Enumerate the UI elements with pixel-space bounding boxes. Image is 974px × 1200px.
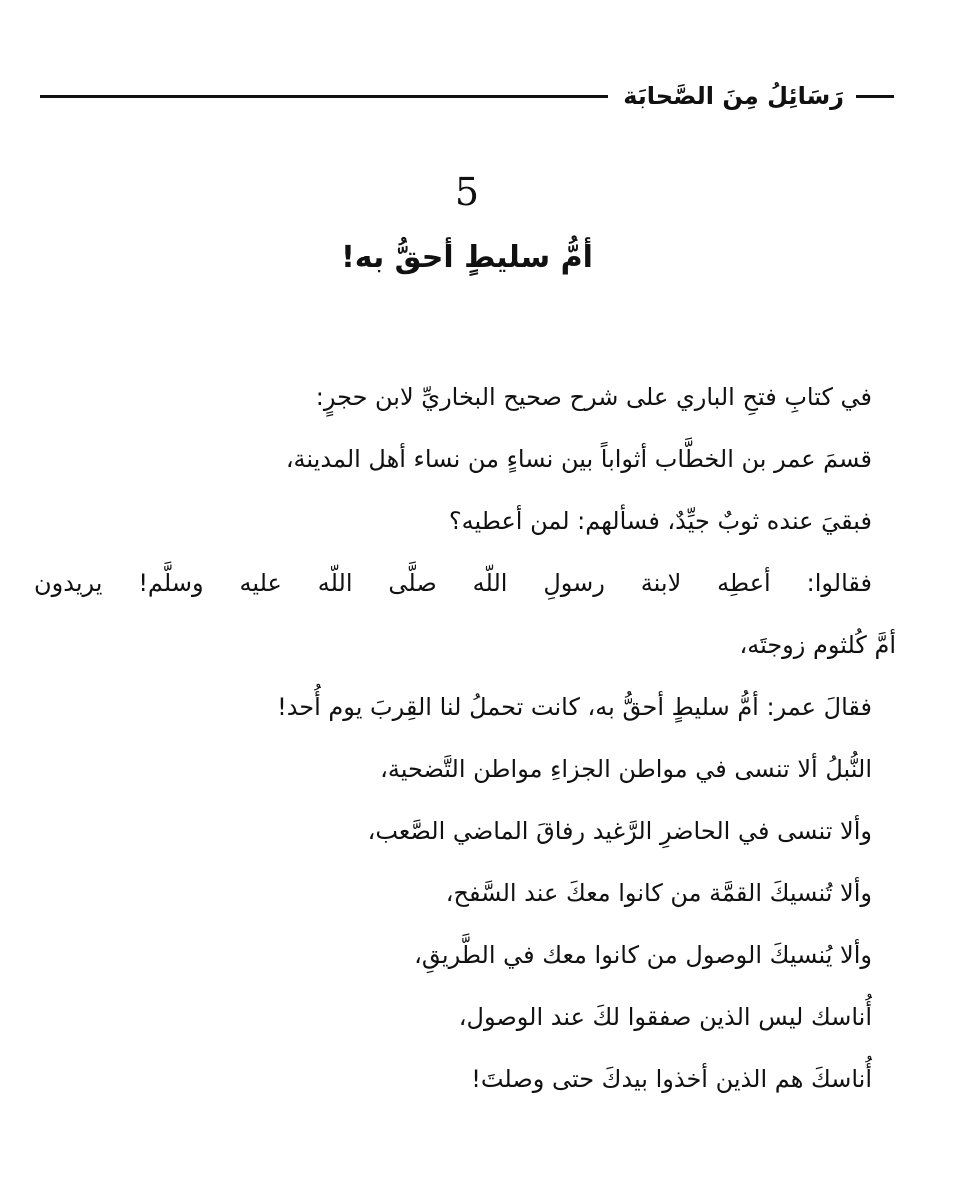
body-text <box>34 366 896 1110</box>
text-line-8: وألا تنسى في الحاضرِ الرَّغيد رفاقَ الماضي الصَّعب، <box>367 817 872 845</box>
text-line-7: النُّبلُ ألا تنسى في مواطن الجزاءِ مواطن التَّضحية، <box>380 755 872 783</box>
chapter-title: أمُّ سليطٍ أحقُّ به! <box>341 240 593 275</box>
text-line-10: وألا يُنسيكَ الوصول من كانوا معك في الطَّريقِ، <box>414 941 872 969</box>
running-header <box>40 76 894 116</box>
book-title: رَسَائِلُ مِنَ الصَّحابَة <box>623 82 844 110</box>
text-line-1: في كتابِ فتحِ الباري على شرح صحيح البخاريِّ لابن حجرٍ: <box>315 383 872 411</box>
text-line-2: قسمَ عمر بن الخطَّاب أثواباً بين نساءٍ من نساء أهل المدينة، <box>285 445 872 473</box>
header-rule-right <box>856 95 894 98</box>
text-line-5: أمَّ كُلثوم زوجتَه، <box>739 631 896 659</box>
text-line-4: فقالوا: أعطِه لابنة رسولِ اللّه صلَّى اللّه عليه وسلَّم! يريدون <box>34 569 872 597</box>
text-line-3: فبقيَ عنده ثوبٌ جيِّدٌ، فسألهم: لمن أعطيه؟ <box>448 507 872 535</box>
chapter-number: 5 <box>454 170 480 214</box>
text-line-6: فقالَ عمر: أمُّ سليطٍ أحقُّ به، كانت تحملُ لنا القِربَ يوم أُحد! <box>277 693 872 721</box>
header-rule-left <box>40 95 608 98</box>
text-line-12: أُناسكَ هم الذين أخذوا بيدكَ حتى وصلتَ! <box>471 1065 872 1093</box>
text-line-11: أُناسك ليس الذين صفقوا لكَ عند الوصول، <box>458 1003 872 1031</box>
text-line-9: وألا تُنسيكَ القمَّة من كانوا معكَ عند السَّفح، <box>445 879 872 907</box>
